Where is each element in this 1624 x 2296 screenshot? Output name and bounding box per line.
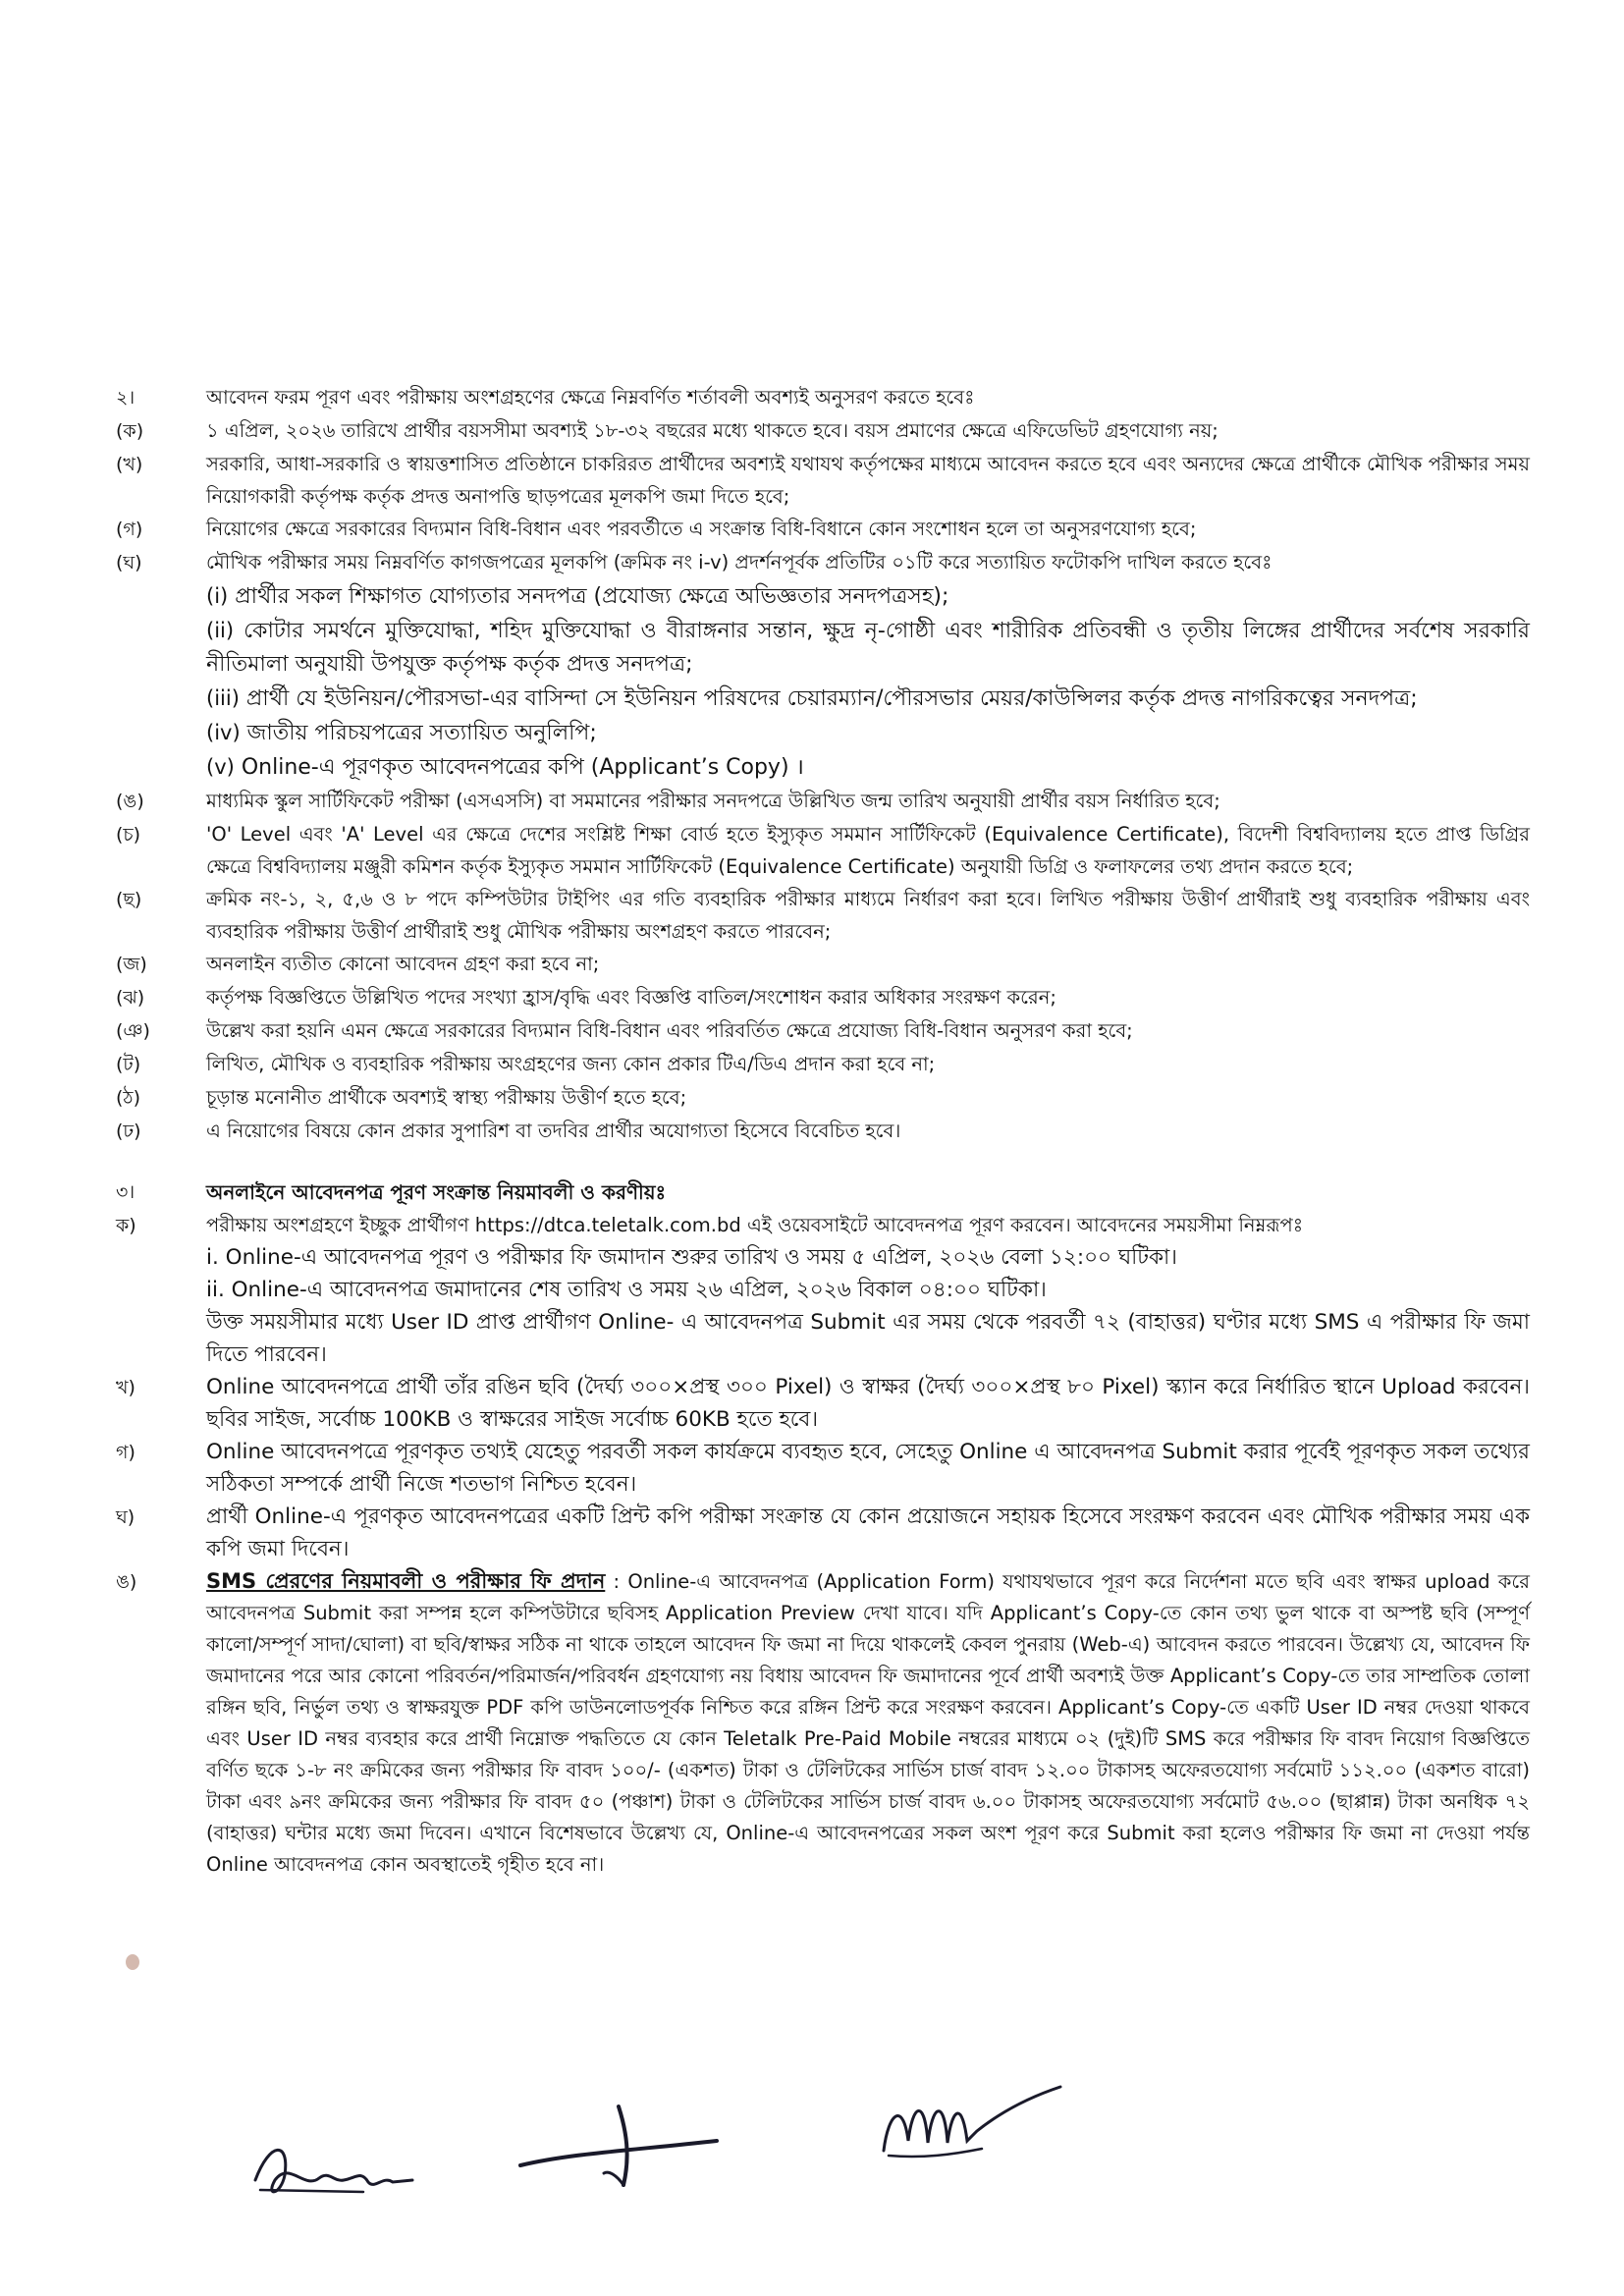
start-date-line: i. Online-এ আবেদনপত্র পূরণ ও পরীক্ষার ফি জমাদান শুরুর তারিখ ও সময় ৫ এপ্রিল, ২০২৬ বেলা ১২:০০ ঘটিকা। <box>206 1245 1177 1270</box>
list-item <box>116 1371 1530 1436</box>
list-item <box>116 785 1530 818</box>
list-item <box>116 1565 1530 1881</box>
item-marker: (ঘ) <box>116 552 142 574</box>
item-marker: (ঞ) <box>116 1020 150 1042</box>
item-marker: (ঝ) <box>116 987 145 1009</box>
item-text: Online আবেদনপত্রে পূরণকৃত তথ্যই যেহেতু পরবর্তী সকল কার্যক্রমে ব্যবহৃত হবে, সেহেতু Online এ আবেদনপত্র Submit করার পূর্বেই পূরণকৃত সকল তথ্যের সঠিকতা সম্পর্কে প্রার্থী নিজে শতভাগ নিশ্চিত হবেন। <box>206 1440 1530 1497</box>
item-text: কর্তৃপক্ষ বিজ্ঞপ্তিতে উল্লিখিত পদের সংখ্যা হ্রাস/বৃদ্ধি এবং বিজ্ঞপ্তি বাতিল/সংশোধন করার অধিকার সংরক্ষণ করেন; <box>206 986 1056 1009</box>
sub-item-text: (ii) কোটার সমর্থনে মুক্তিযোদ্ধা, শহিদ মুক্তিযোদ্ধা ও বীরাঙ্গনার সন্তান, ক্ষুদ্র নৃ-গোষ্ঠী এবং শারীরিক প্রতিবন্ধী ও তৃতীয় লিঙ্গের প্রার্থীদের সর্বশেষ সরকারি নীতিমালা অনুযায়ী উপযুক্ত কর্তৃপক্ষ কর্তৃক প্রদত্ত সনদপত্র; <box>206 619 1530 677</box>
signature-2 <box>511 2097 736 2195</box>
item-marker: গ) <box>116 1442 135 1463</box>
list-item <box>116 1014 1530 1048</box>
item-marker: (ঙ) <box>116 791 144 812</box>
signature-3 <box>864 2072 1080 2170</box>
section-heading: আবেদন ফরম পূরণ এবং পরীক্ষায় অংশগ্রহণের ক্ষেত্রে নিম্নবর্ণিত শর্তাবলী অবশ্যই অনুসরণ করতে হবেঃ <box>206 386 975 409</box>
list-item <box>116 1209 1530 1371</box>
item-text: ক্রমিক নং-১, ২, ৫,৬ ও ৮ পদে কম্পিউটার টাইপিং এর গতি ব্যবহারিক পরীক্ষার মাধ্যমে নির্ধারণ করা হবে। লিখিত পরীক্ষায় উত্তীর্ণ প্রার্থীরাই শুধু ব্যবহারিক পরীক্ষায় এবং ব্যবহারিক পরীক্ষায় উত্তীর্ণ প্রার্থীরাই শুধু মৌখিক পরীক্ষায় অংশগ্রহণ করতে পারবেন; <box>206 888 1530 943</box>
item-marker: ঘ) <box>116 1506 135 1528</box>
sub-item-text: (iii) প্রার্থী যে ইউনিয়ন/পৌরসভা-এর বাসিন্দা সে ইউনিয়ন পরিষদের চেয়ারম্যান/পৌরসভার মেয়র/কাউন্সিলর কর্তৃক প্রদত্ত নাগরিকত্বের সনদপত্র; <box>206 686 1418 711</box>
item-marker: (জ) <box>116 954 147 975</box>
item-text: এ নিয়োগের বিষয়ে কোন প্রকার সুপারিশ বা তদবির প্রার্থীর অযোগ্যতা হিসেবে বিবেচিত হবে। <box>206 1120 901 1142</box>
sub-item-text: (i) প্রার্থীর সকল শিক্ষাগত যোগ্যতার সনদপত্র (প্রযোজ্য ক্ষেত্রে অভিজ্ঞতার সনদপত্রসহ); <box>206 584 949 609</box>
end-date-line: ii. Online-এ আবেদনপত্র জমাদানের শেষ তারিখ ও সময় ২৬ এপ্রিল, ২০২৬ বিকাল ০৪:০০ ঘটিকা। <box>206 1278 1047 1302</box>
item-marker: ঙ) <box>116 1571 137 1593</box>
list-item <box>116 1081 1530 1115</box>
sub-item-text: (v) Online-এ পূরণকৃত আবেদনপত্রের কপি (Applicant’s Copy) । <box>206 755 804 780</box>
list-item <box>116 883 1530 948</box>
section-3-heading <box>116 1175 1530 1209</box>
item-text: Online আবেদনপত্রে প্রার্থী তাঁর রঙিন ছবি (দৈর্ঘ্য ৩০০×প্রস্থ ৩০০ Pixel) ও স্বাক্ষর (দৈর্ঘ্য ৩০০×প্রস্থ ৮০ Pixel) স্ক্যান করে নির্ধারিত স্থানে Upload করবেন। ছবির সাইজ, সর্বোচ্চ 100KB ও স্বাক্ষরের সাইজ সর্বোচ্চ 60KB হতে হবে। <box>206 1375 1530 1432</box>
item-marker: (ঠ) <box>116 1087 140 1109</box>
sms-rules-title: SMS প্রেরণের নিয়মাবলী ও পরীক্ষার ফি প্রদান <box>206 1569 606 1593</box>
item-text: সরকারি, আধা-সরকারি ও স্বায়ত্তশাসিত প্রতিষ্ঠানে চাকরিরত প্রার্থীদের অবশ্যই যথাযথ কর্তৃপক্ষের মাধ্যমে আবেদন করতে হবে এবং অন্যদের ক্ষেত্রে প্রার্থীকে মৌখিক পরীক্ষার সময় নিয়োগকারী কর্তৃপক্ষ কর্তৃক প্রদত্ত অনাপত্তি ছাড়পত্রের মূলকপি জমা দিতে হবে; <box>206 453 1530 508</box>
list-item <box>116 1436 1530 1501</box>
list-item <box>116 546 1530 579</box>
item-marker: (ঢ) <box>116 1121 141 1142</box>
item-marker: (চ) <box>116 824 141 846</box>
list-item <box>116 513 1530 546</box>
section-2-heading <box>116 381 1530 414</box>
item-text: মাধ্যমিক স্কুল সার্টিফিকেট পরীক্ষা (এসএসসি) বা সমমানের পরীক্ষার সনদপত্রে উল্লিখিত জন্ম তারিখ অনুযায়ী প্রার্থীর বয়স নির্ধারিত হবে; <box>206 790 1220 812</box>
item-text: 'O' Level এবং 'A' Level এর ক্ষেত্রে দেশের সংশ্লিষ্ট শিক্ষা বোর্ড হতে ইস্যুকৃত সমমান সার্টিফিকেট (Equivalence Certificate), বিদেশী বিশ্ববিদ্যালয় হতে প্রাপ্ত ডিগ্রির ক্ষেত্রে বিশ্ববিদ্যালয় মঞ্জুরী কমিশন কর্তৃক ইস্যুকৃত সমমান সার্টিফিকেট (Equivalence Certificate) অনুযায়ী ডিগ্রি ও ফলাফলের তথ্য প্রদান করতে হবে; <box>206 823 1530 878</box>
sub-list-item <box>116 579 1530 614</box>
list-item <box>116 981 1530 1014</box>
item-marker: (ছ) <box>116 889 142 910</box>
sms-fee-note: উক্ত সময়সীমার মধ্যে User ID প্রাপ্ত প্রার্থীগণ Online- এ আবেদনপত্র Submit এর সময় থেকে পরবর্তী ৭২ (বাহাত্তর) ঘণ্টার মধ্যে SMS এ পরীক্ষার ফি জমা দিতে পারবেন। <box>206 1310 1530 1367</box>
scan-speck <box>126 1954 139 1970</box>
list-item <box>116 1501 1530 1565</box>
signature-1 <box>245 2121 422 2210</box>
list-item <box>116 1048 1530 1081</box>
list-item <box>116 818 1530 883</box>
item-text: মৌখিক পরীক্ষার সময় নিম্নবর্ণিত কাগজপত্রের মূলকপি (ক্রমিক নং i-v) প্রদর্শনপূর্বক প্রতিটির ০১টি করে সত্যায়িত ফটোকপি দাখিল করতে হবেঃ <box>206 551 1272 574</box>
item-marker: ক) <box>116 1215 136 1236</box>
item-text: চূড়ান্ত মনোনীত প্রার্থীকে অবশ্যই স্বাস্থ্য পরীক্ষায় উত্তীর্ণ হতে হবে; <box>206 1086 687 1109</box>
item-marker: (গ) <box>116 519 143 540</box>
sub-list-item <box>116 750 1530 785</box>
item-text: ১ এপ্রিল, ২০২৬ তারিখে প্রার্থীর বয়সসীমা অবশ্যই ১৮-৩২ বছরের মধ্যে থাকতে হবে। বয়স প্রমাণের ক্ষেত্রে এফিডেভিট গ্রহণযোগ্য নয়; <box>206 419 1218 442</box>
item-marker: (ক) <box>116 420 144 442</box>
list-item <box>116 948 1530 981</box>
item-marker: খ) <box>116 1377 135 1398</box>
item-marker: (খ) <box>116 454 143 475</box>
list-item <box>116 414 1530 448</box>
section-number: ৩। <box>116 1181 135 1203</box>
item-text: SMS প্রেরণের নিয়মাবলী ও পরীক্ষার ফি প্রদান : Online-এ আবেদনপত্র (Application Form) যথাযথভাবে পূরণ করে নির্দেশনা মতে ছবি এবং স্বাক্ষর upload করে আবেদনপত্র Submit করা সম্পন্ন হলে কম্পিউটারে ছবিসহ Application Preview দেখা যাবে। যদি Applicant’s Copy-তে কোন তথ্য ভুল থাকে বা অস্পষ্ট ছবি (সম্পূর্ণ কালো/সম্পূর্ণ সাদা/ঘোলা) বা ছবি/স্বাক্ষর সঠিক না থাকে তাহলে আবেদন ফি জমা না দিয়ে থাকলেই কেবল পুনরায় (Web-এ) আবেদন করতে পারবেন। উল্লেখ্য যে, আবেদন ফি জমাদানের পরে আর কোনো পরিবর্তন/পরিমার্জন/পরিবর্ধন গ্রহণযোগ্য নয় বিধায় আবেদন ফি জমাদানের পূর্বে প্রার্থী অবশ্যই উক্ত Applicant’s Copy-তে তার সাম্প্রতিক তোলা রঙ্গিন ছবি, নির্ভুল তথ্য ও স্বাক্ষরযুক্ত PDF কপি ডাউনলোডপূর্বক নিশ্চিত করে রঙ্গিন প্রিন্ট করে সংরক্ষণ করবেন। Applicant’s Copy-তে একটি User ID নম্বর দেওয়া থাকবে এবং User ID নম্বর ব্যবহার করে প্রার্থী নিম্নোক্ত পদ্ধতিতে যে কোন Teletalk Pre-Paid Mobile নম্বরের মাধ্যমে ০২ (দুই)টি SMS করে পরীক্ষার ফি বাবদ নিয়োগ বিজ্ঞপ্তিতে বর্ণিত ছকে ১-৮ নং ক্রমিকের জন্য পরীক্ষার ফি বাবদ ১০০/- (একশত) টাকা ও টেলিটকের সার্ভিস চার্জ বাবদ ১২.০০ টাকাসহ অফেরতযোগ্য সর্বমোট ১১২.০০ (একশত বারো) টাকা এবং ৯নং ক্রমিকের জন্য পরীক্ষার ফি বাবদ ৫০ (পঞ্চাশ) টাকা ও টেলিটকের সার্ভিস চার্জ বাবদ ৬.০০ টাকাসহ অফেরতযোগ্য সর্বমোট ৫৬.০০ (ছাপ্পান্ন) টাকা অনধিক ৭২ (বাহাত্তর) ঘন্টার মধ্যে জমা দিবেন। এখানে বিশেষভাবে উল্লেখ্য যে, Online-এ আবেদনপত্রের সকল অংশ পূরণ করে Submit করা হলেও পরীক্ষার ফি জমা না দেওয়া পর্যন্ত Online আবেদনপত্র কোন অবস্থাতেই গৃহীত হবে না। <box>206 1569 1530 1876</box>
sub-list-item <box>116 716 1530 750</box>
item-text: লিখিত, মৌখিক ও ব্যবহারিক পরীক্ষায় অংগ্রহণের জন্য কোন প্রকার টিএ/ডিএ প্রদান করা হবে না; <box>206 1053 936 1075</box>
item-text: প্রার্থী Online-এ পূরণকৃত আবেদনপত্রের একটি প্রিন্ট কপি পরীক্ষা সংক্রান্ত যে কোন প্রয়োজনে সহায়ক হিসেবে সংরক্ষণ করবেন এবং মৌখিক পরীক্ষার সময় এক কপি জমা দিবেন। <box>206 1504 1530 1561</box>
list-item <box>116 1115 1530 1148</box>
document-body <box>116 381 1530 1881</box>
section-heading: অনলাইনে আবেদনপত্র পূরণ সংক্রান্ত নিয়মাবলী ও করণীয়ঃ <box>206 1180 667 1204</box>
item-text: পরীক্ষায় অংশগ্রহণে ইচ্ছুক প্রার্থীগণ https://dtca.teletalk.com.bd এই ওয়েবসাইটে আবেদনপত্র পূরণ করবেন। আবেদনের সময়সীমা নিম্নরূপঃ <box>206 1214 1304 1236</box>
item-text: নিয়োগের ক্ষেত্রে সরকারের বিদ্যমান বিধি-বিধান এবং পরবর্তীতে এ সংক্রান্ত বিধি-বিধানে কোন সংশোধন হলে তা অনুসরণযোগ্য হবে; <box>206 518 1197 540</box>
section-number: ২। <box>116 387 135 409</box>
item-text: উল্লেখ করা হয়নি এমন ক্ষেত্রে সরকারের বিদ্যমান বিধি-বিধান এবং পরিবর্তিত ক্ষেত্রে প্রযোজ্য বিধি-বিধান অনুসরণ করা হবে; <box>206 1019 1133 1042</box>
list-item <box>116 448 1530 513</box>
sub-item-text: (iv) জাতীয় পরিচয়পত্রের সত্যায়িত অনুলিপি; <box>206 721 597 745</box>
sub-list-item <box>116 682 1530 716</box>
item-text: অনলাইন ব্যতীত কোনো আবেদন গ্রহণ করা হবে না; <box>206 953 600 975</box>
sub-list-item <box>116 614 1530 682</box>
item-marker: (ট) <box>116 1054 141 1075</box>
